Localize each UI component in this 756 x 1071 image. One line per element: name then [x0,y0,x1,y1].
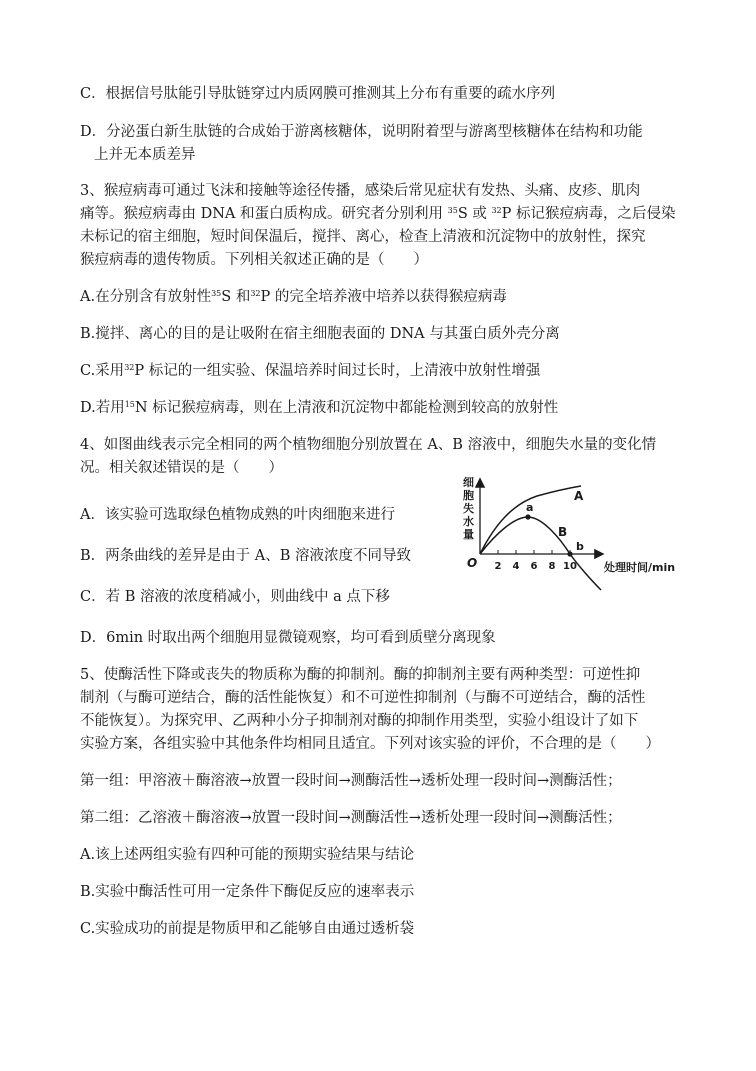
q3-option-b: B.搅拌、离心的目的是让吸附在宿主细胞表面的 DNA 与其蛋白质外壳分离 [80,326,560,342]
x-tick-label: 8 [548,561,556,572]
q2-option-d-line2: 上并无本质差异 [94,147,196,163]
x-tick-label: 4 [512,561,520,572]
point-b-marker [567,551,572,556]
x-axis-ticks [495,550,577,572]
y-axis-label-char: 细 [463,476,474,489]
isotope-mass-number: 32 [250,289,261,298]
x-axis-label: 处理时间/min [604,561,676,574]
q3-option-d: D.若用$^{15}$N 标记猴痘病毒，则在上清液和沉淀物中都能检测到较高的放射性 [80,400,559,416]
y-axis-label-char: 水 [463,515,474,528]
origin-label: O [467,556,478,570]
curve-a [480,486,581,554]
isotope-mass-number: 32 [124,363,135,372]
q4-stem-line2: 况。相关叙述错误的是（ ） [80,460,283,476]
q3-stem-line2: 痛等。猴痘病毒由 DNA 和蛋白质构成。研究者分别利用 $^{35}$S 或 $^{32}$P 标记猴痘病毒，之后侵染 [80,206,676,222]
isotope-mass-number: 15 [124,400,135,409]
water-loss-figure [457,470,692,605]
curve-b-label: B [558,525,568,539]
y-axis-label [463,475,474,541]
q4-option-d: D．6min 时取出两个细胞用显微镜观察，均可看到质壁分离现象 [80,630,496,646]
isotope-mass-number: 35 [447,206,458,215]
point-b-label: b [576,540,584,553]
q3-stem-line4: 猴痘病毒的遗传物质。下列相关叙述正确的是（ ） [80,252,428,268]
q5-option-a: A.该上述两组实验有四种可能的预期实验结果与结论 [80,847,415,863]
q5-option-b: B.实验中酶活性可用一定条件下酶促反应的速率表示 [80,884,415,900]
q4-stem-line1: 4、如图曲线表示完全相同的两个植物细胞分别放置在 A、B 溶液中，细胞失水量的变化情 [80,437,657,453]
q5-stem-line4: 实验方案，各组实验中其他条件均相同且适宜。下列对该实验的评价，不合理的是（ ） [80,736,660,752]
q4-option-c: C．若 B 溶液的浓度稍减小，则曲线中 a 点下移 [80,589,390,605]
x-tick-label: 6 [530,561,538,572]
point-a-label: a [526,501,534,514]
y-axis-label-char: 失 [463,502,474,515]
y-axis-label-char: 量 [463,528,474,541]
q3-option-a: A.在分别含有放射性$^{35}$S 和$^{32}$P 的完全培养液中培养以获得猴痘病毒 [80,289,507,305]
y-axis-label-char: 胞 [463,489,474,502]
point-a-marker [525,514,530,519]
q5-group-2: 第二组：乙溶液＋酶溶液→放置一段时间→测酶活性→透析处理一段时间→测酶活性； [80,810,622,826]
isotope-mass-number: 35 [211,289,222,298]
q4-option-b: B．两条曲线的差异是由于 A、B 溶液浓度不同导致 [80,548,411,564]
q5-option-c: C.实验成功的前提是物质甲和乙能够自由通过透析袋 [80,921,415,937]
curve-a-label: A [574,489,584,503]
x-tick-label: 10 [563,561,577,572]
q5-stem-line2: 制剂（与酶可逆结合，酶的活性能恢复）和不可逆性抑制剂（与酶不可逆结合，酶的活性 [80,690,646,706]
q2-option-c: C．根据信号肽能引导肽链穿过内质网膜可推测其上分布有重要的疏水序列 [80,86,556,102]
q3-option-c: C.采用$^{32}$P 标记的一组实验、保温培养时间过长时，上清液中放射性增强 [80,363,541,379]
isotope-mass-number: 32 [491,206,502,215]
q5-stem-line1: 5、使酶活性下降或丧失的物质称为酶的抑制剂。酶的抑制剂主要有两种类型：可逆性抑 [80,667,641,683]
q5-stem-line3: 不能恢复）。为探究甲、乙两种小分子抑制剂对酶的抑制作用类型，实验小组设计了如下 [80,713,639,729]
q5-group-1: 第一组：甲溶液＋酶溶液→放置一段时间→测酶活性→透析处理一段时间→测酶活性； [80,773,622,789]
q4-option-a: A．该实验可选取绿色植物成熟的叶肉细胞来进行 [80,507,395,523]
q2-option-d-line1: D．分泌蛋白新生肽链的合成始于游离核糖体，说明附着型与游离型核糖体在结构和功能 [80,124,643,140]
q3-stem-line1: 3、猴痘病毒可通过飞沫和接触等途径传播，感染后常见症状有发热、头痛、皮疹、肌肉 [80,183,641,199]
x-tick-label: 2 [494,561,502,572]
q3-stem-line3: 未标记的宿主细胞，短时间保温后，搅拌、离心，检查上清液和沉淀物中的放射性，探究 [80,229,646,245]
